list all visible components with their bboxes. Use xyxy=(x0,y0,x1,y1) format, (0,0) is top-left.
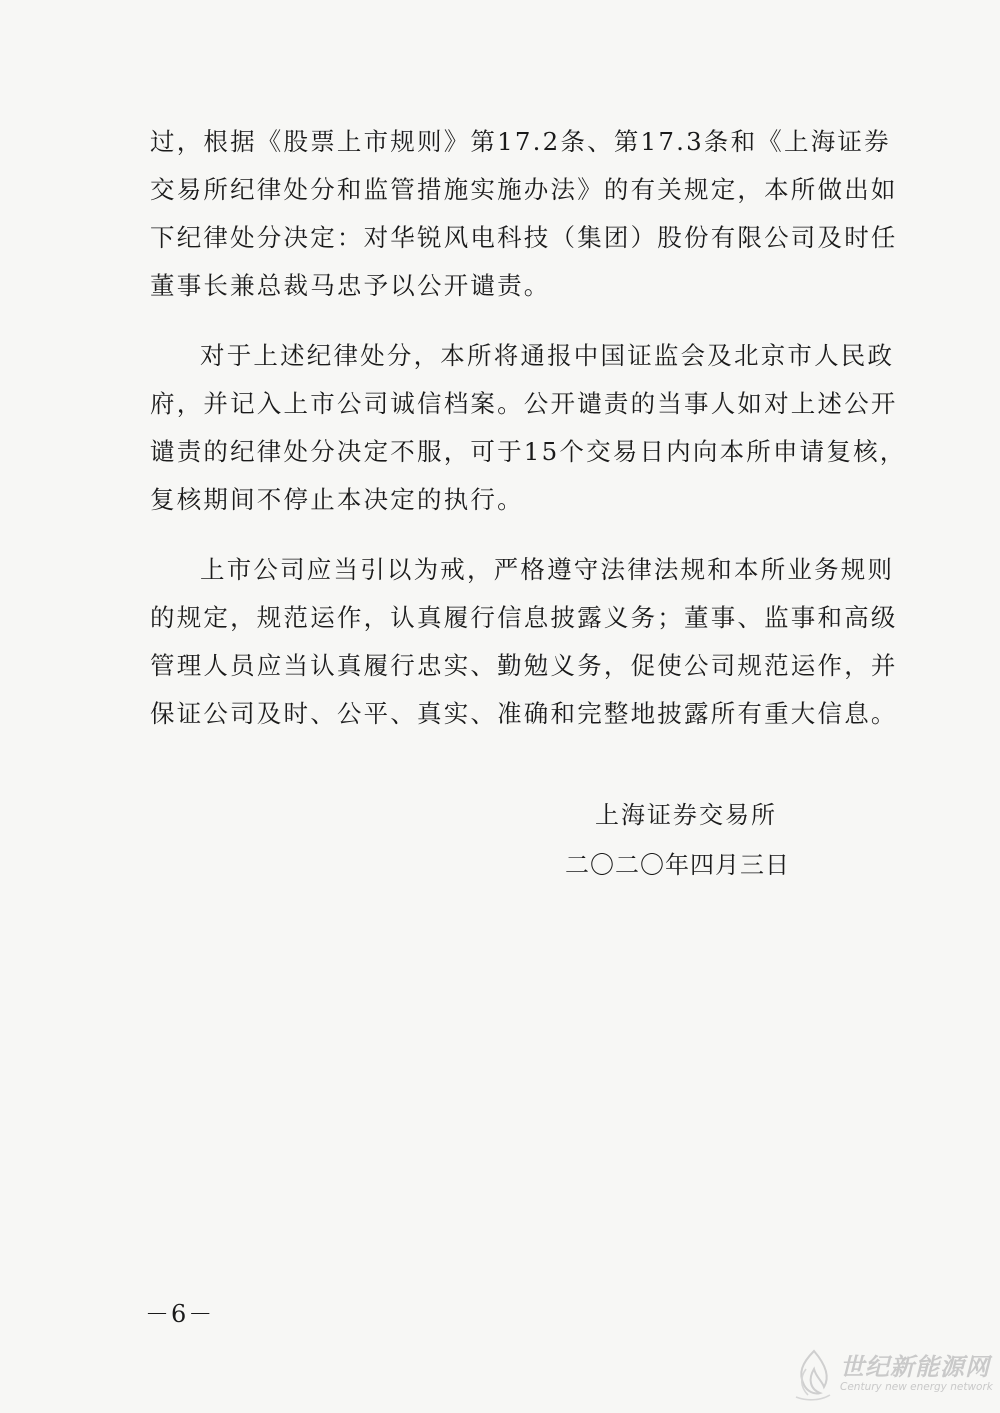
page-number: －6－ xyxy=(145,1300,215,1328)
watermark-chinese: 世纪新能源网 xyxy=(840,1353,990,1381)
text-line: 府，并记入上市公司诚信档案。公开谴责的当事人如对上述公开 xyxy=(150,389,898,418)
document-body xyxy=(150,118,907,738)
text-line: 复核期间不停止本决定的执行。 xyxy=(150,485,524,514)
text-line: 谴责的纪律处分决定不服，可于15个交易日内向本所申请复核， xyxy=(150,437,907,466)
text-line: 下纪律处分决定：对华锐风电科技（集团）股份有限公司及时任 xyxy=(150,223,898,252)
paragraph-3 xyxy=(150,546,898,738)
paragraph-2 xyxy=(150,332,907,524)
text-line: 董事长兼总裁马忠予以公开谴责。 xyxy=(150,271,551,300)
watermark xyxy=(788,1345,993,1405)
issue-date: 二〇二〇年四月三日 xyxy=(565,851,790,879)
text-line: 的规定，规范运作，认真履行信息披露义务；董事、监事和高级 xyxy=(150,603,898,632)
text-line: 对于上述纪律处分，本所将通报中国证监会及北京市人民政 xyxy=(200,341,895,370)
signature-block xyxy=(565,795,825,885)
flame-logo-icon xyxy=(788,1347,838,1403)
paragraph-1 xyxy=(150,118,898,310)
issuing-organization: 上海证券交易所 xyxy=(595,801,777,829)
text-line: 管理人员应当认真履行忠实、勤勉义务，促使公司规范运作，并 xyxy=(150,651,898,680)
text-line: 过，根据《股票上市规则》第17.2条、第17.3条和《上海证券 xyxy=(150,127,891,156)
text-line: 交易所纪律处分和监管措施实施办法》的有关规定，本所做出如 xyxy=(150,175,898,204)
text-line: 保证公司及时、公平、真实、准确和完整地披露所有重大信息。 xyxy=(150,699,898,728)
text-line: 上市公司应当引以为戒，严格遵守法律法规和本所业务规则 xyxy=(200,555,895,584)
watermark-english: Century new energy network xyxy=(840,1381,993,1393)
